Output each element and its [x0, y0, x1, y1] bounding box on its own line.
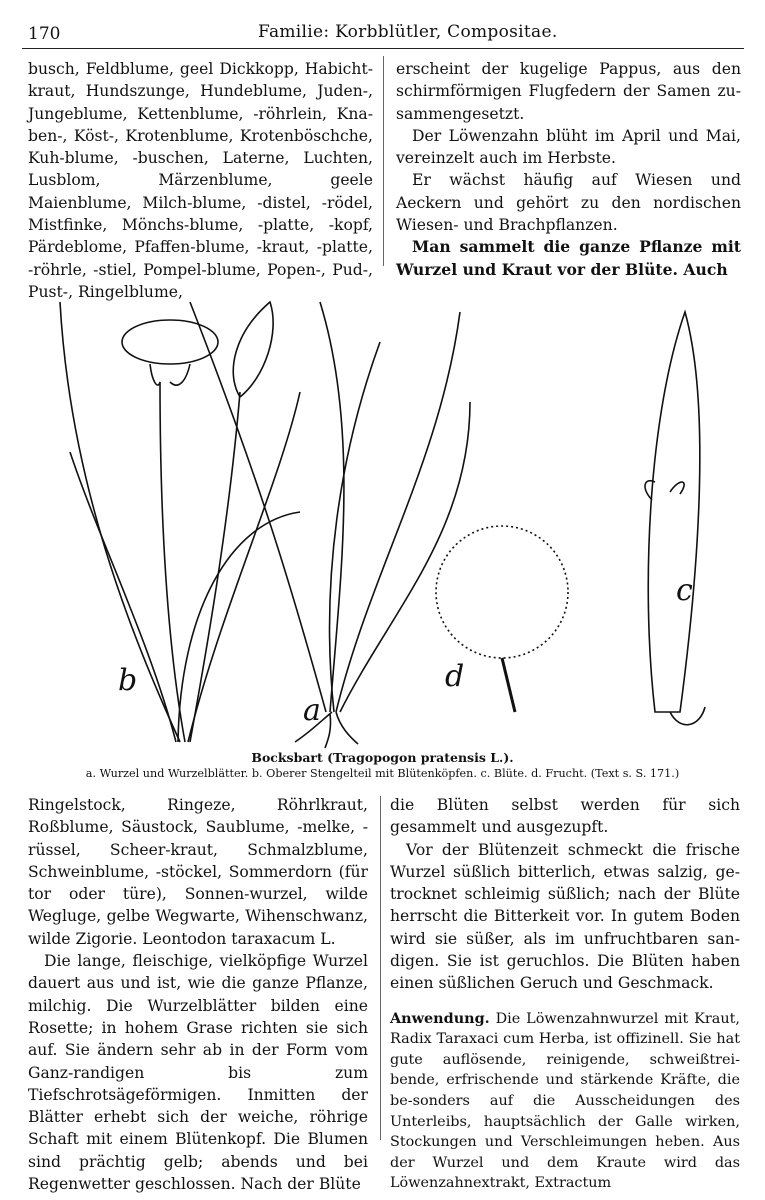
figure-caption-title: Bocksbart (Tragopogon pratensis L.).	[251, 750, 514, 765]
paragraph: Vor der Blütenzeit schmeckt die frische Wurzel süßlich bitterlich, etwas salzig, ge-trocknet schleimig süßlich; nach der Blüte herrscht die Bitterkeit vor. In gutem Boden wird sie süßer, als im unfruchtbaren san-digen. Sie ist geruchlos. Die Blüten haben einen süßlichen Geruch und Geschmack.	[390, 840, 740, 993]
figure-label-b: b	[118, 663, 138, 698]
paragraph: busch, Feldblume, geel Dickkopp, Habicht-kraut, Hundszunge, Hundeblume, Juden-, Jungeblume, Kettenblume, -röhrlein, Kna-ben-, Köst-, Krotenblume, Krotenböschche, Kuh-blume, -buschen, Laterne, Luchten, Lusblom, Märzenblume, geele Maienblume, Milch-blume, -distel, -rödel, Mistfinke, Mönchs-blume, -platte, -kopf, Pärdeblome, Pfaffen-blume, -kraut, -platte, -röhrle, -stiel, Pompel-blume, Popen-, Pud-, Pust-, Ringelblume,	[28, 60, 373, 301]
figure-label-c: c	[676, 573, 693, 608]
figure-label-a: a	[303, 693, 321, 728]
paragraph: Man sammelt die ganze Pflanze mit Wurzel und Kraut vor der Blüte. Auch	[396, 237, 741, 279]
column-divider-top	[383, 56, 384, 266]
page-number: 170	[28, 24, 61, 44]
column-bottom-right	[390, 794, 740, 1194]
paragraph: erscheint der kugelige Pappus, aus den schirmförmigen Flugfedern der Samen zu-sammengesetzt.	[396, 60, 741, 123]
column-top-right	[396, 58, 741, 281]
paragraph: Ringelstock, Ringeze, Röhrlkraut, Roßblume, Säustock, Saublume, -melke, -rüssel, Scheer-kraut, Schmalzblume, Schweinblume, -stöckel, Sommerdorn (für tor oder türe), Sonnen-wurzel, wilde Wegluge, gelbe Wegwarte, Wihenschwanz, wilde Zigorie. Leontodon taraxacum L.	[28, 796, 368, 948]
figure-label-d: d	[445, 659, 465, 694]
paragraph: Die lange, fleischige, vielköpfige Wurzel dauert aus und ist, wie die ganze Pflanze, milchig. Die Wurzelblätter bilden eine Rosette; in hohem Grase richten sie sich auf. Sie ändern sehr ab in der Form vom Ganz-randigen bis zum Tiefschrotsägeförmigen. Inmitten der Blätter erhebt sich der weiche, röhrige Schaft mit einem Blütenkopf. Die Blumen sind prächtig gelb; abends und bei Regenwetter geschlossen. Nach der Blüte	[28, 952, 368, 1194]
botanical-illustration	[40, 282, 740, 750]
column-divider-bottom	[380, 796, 381, 1140]
paragraph: Er wächst häufig auf Wiesen und Aeckern und gehört zu den nordischen Wiesen- und Brachpflanzen.	[396, 171, 741, 235]
plant-drawing	[40, 282, 740, 750]
column-bottom-left	[28, 794, 368, 1195]
application-heading: Anwendung.	[390, 1009, 490, 1027]
column-top-left	[28, 58, 373, 303]
application-text: Die Löwenzahnwurzel mit Kraut, Radix Taraxaci cum Herba, ist offizinell. Sie hat gute auflösende, reinigende, schweißtrei-bende, erfrischende und stärkende Kräfte, die be-sonders auf die Ausscheidungen des Unterleibs, hauptsächlich der Galle wirken, Stockungen und Verschleimungen heben. Aus der Wurzel und dem Kraute wird das Löwenzahnextrakt, Extractum	[390, 1010, 741, 1192]
figure-caption-legend: a. Wurzel und Wurzelblätter. b. Oberer Stengelteil mit Blütenköpfen. c. Blüte. d. Frucht. (Text s. S. 171.)	[85, 767, 680, 780]
running-head: Familie: Korbblütler, Compositae.	[258, 22, 558, 42]
application-paragraph	[390, 1009, 740, 1194]
paragraph: die Blüten selbst werden für sich gesammelt und ausgezupft.	[390, 796, 740, 837]
paragraph: Der Löwenzahn blüht im April und Mai, vereinzelt auch im Herbste.	[396, 126, 741, 168]
page-header	[0, 0, 765, 48]
header-rule	[22, 48, 744, 49]
